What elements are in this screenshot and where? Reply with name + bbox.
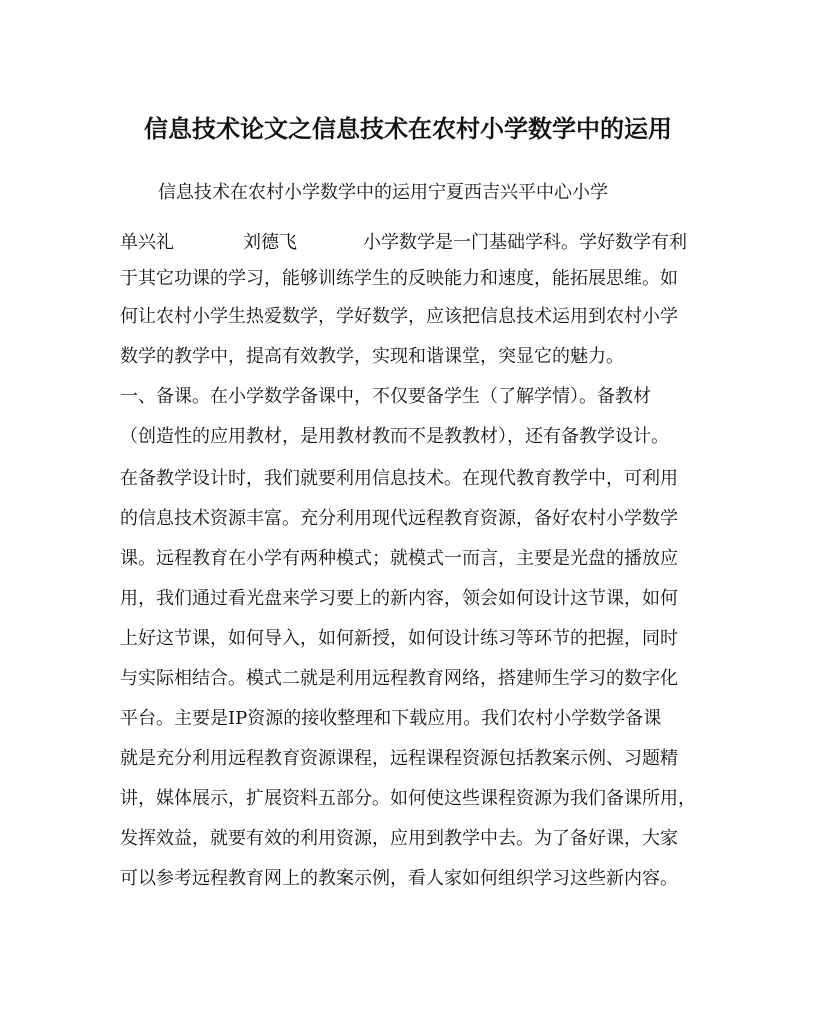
paragraph-line: 数学的教学中，提高有效教学，实现和谐课堂，突显它的魅力。	[120, 346, 624, 367]
byline: 信息技术在农村小学数学中的运用宁夏西吉兴平中心小学	[158, 182, 608, 203]
paragraph-line: 可以参考远程教育网上的教案示例，看人家如何组织学习这些新内容。	[120, 868, 678, 889]
paragraph-line: 发挥效益，就要有效的利用资源，应用到教学中去。为了备好课，大家	[120, 828, 678, 849]
paragraph-line: 与实际相结合。模式二就是利用远程教育网络，搭建师生学习的数字化	[120, 668, 678, 689]
paragraph-line: 的信息技术资源丰富。充分利用现代远程教育资源，备好农村小学数学	[120, 508, 678, 529]
paragraph-line: 就是充分利用远程教育资源课程，远程课程资源包括教案示例、习题精	[120, 748, 678, 769]
paragraph-line: 讲，媒体展示，扩展资料五部分。如何使这些课程资源为我们备课所用，	[120, 788, 696, 809]
paragraph-line: 课。远程教育在小学有两种模式；就模式一而言，主要是光盘的播放应	[120, 548, 678, 569]
paragraph-line: 小学数学是一门基础学科。学好数学有利	[363, 232, 687, 253]
paragraph-line: 一、备课。在小学数学备课中，不仅要备学生（了解学情）。备教材	[120, 386, 651, 407]
author-name-1: 单兴礼	[120, 232, 174, 253]
paragraph-line: 在备教学设计时，我们就要利用信息技术。在现代教育教学中，可利用	[120, 468, 678, 489]
paragraph-line: （创造性的应用教材，是用教材教而不是教教材），还有备教学设计。	[120, 426, 669, 447]
document-title: 信息技术论文之信息技术在农村小学数学中的运用	[144, 114, 672, 143]
paragraph-line: 平台。主要是IP资源的接收整理和下载应用。我们农村小学数学备课	[120, 708, 662, 729]
paragraph-line: 上好这节课，如何导入，如何新授，如何设计练习等环节的把握，同时	[120, 628, 678, 649]
paragraph-line: 何让农村小学生热爱数学，学好数学，应该把信息技术运用到农村小学	[120, 306, 678, 327]
paragraph-line: 用，我们通过看光盘来学习要上的新内容，领会如何设计这节课，如何	[120, 588, 678, 609]
author-name-2: 刘德飞	[243, 232, 297, 253]
paragraph-line: 于其它功课的学习，能够训练学生的反映能力和速度，能拓展思维。如	[120, 268, 678, 289]
